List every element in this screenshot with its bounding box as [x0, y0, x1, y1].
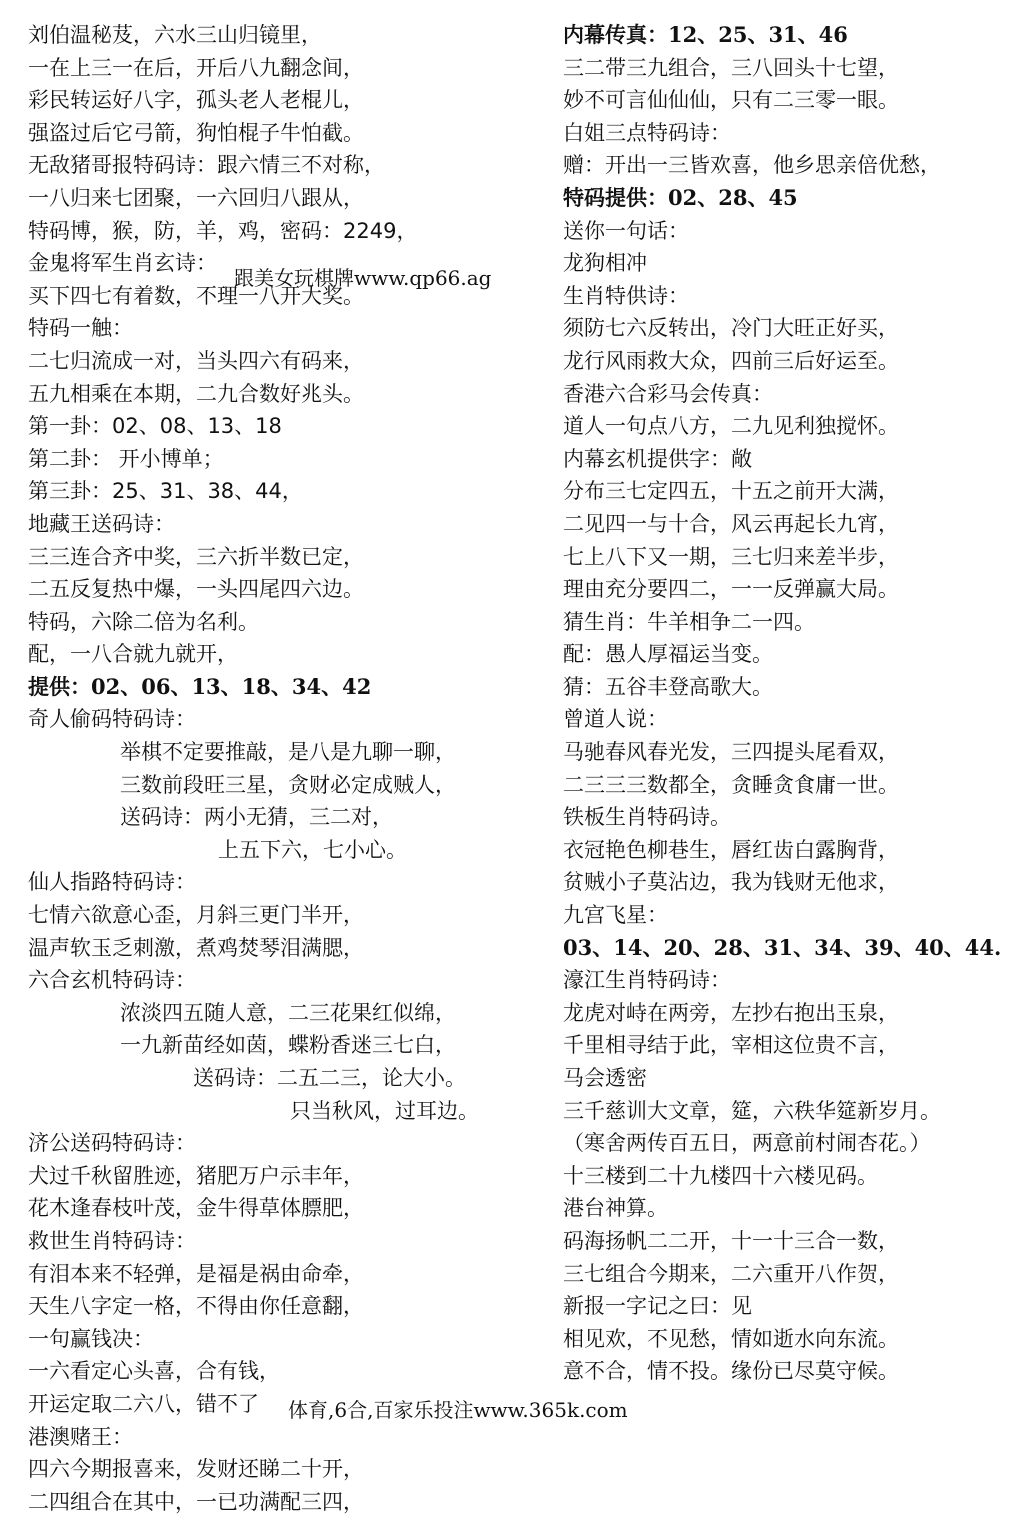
watermark-ad-bottom: 体育,6合,百家乐投注www.365k.com [286, 1394, 630, 1423]
text-line: 五九相乘在本期，二九合数好兆头。 [28, 381, 364, 406]
text-line: 二七归流成一对，当头四六有码来， [28, 348, 364, 373]
text-line: 03、14、20、28、31、34、39、40、44. [563, 934, 1002, 960]
text-line: 送码诗：两小无猜，三二对， [120, 805, 393, 830]
text-line: 配：愚人厚福运当变。 [563, 642, 773, 667]
text-line: 三千慈训大文章，筵，六秩华筵新岁月。 [563, 1098, 941, 1123]
text-line: 特码提供：02、28、45 [563, 184, 798, 210]
text-line: 第三卦：25、31、38、44， [28, 479, 303, 504]
text-line: 强盗过后它弓箭，狗怕棍子牛怕截。 [28, 120, 364, 145]
text-line: 三三连合齐中奖，三六折半数已定， [28, 544, 364, 569]
text-line: 港澳赌王： [28, 1424, 133, 1449]
text-line: 千里相寻结于此，宰相这位贵不言， [563, 1033, 899, 1058]
text-line: 九宫飞星： [563, 903, 668, 928]
text-line: 赠：开出一三皆欢喜，他乡思亲倍优愁， [563, 153, 941, 178]
text-line: （寒舍两传百五日，两意前村闹杏花。） [563, 1131, 931, 1156]
text-line: 济公送码特码诗： [28, 1131, 196, 1156]
text-line: 理由充分要四二，一一反弹赢大局。 [563, 577, 899, 602]
text-line: 仙人指路特码诗： [28, 870, 196, 895]
text-line: 铁板生肖特码诗。 [563, 805, 731, 830]
text-line: 猜：五谷丰登高歌大。 [563, 674, 773, 699]
text-line: 内幕玄机提供字：敞 [563, 446, 752, 471]
text-line: 四六今期报喜来，发财还睇二十开， [28, 1457, 364, 1482]
text-line: 贫贼小子莫沾边，我为钱财无他求， [563, 870, 899, 895]
text-line: 白姐三点特码诗： [563, 120, 731, 145]
text-line: 须防七六反转出，冷门大旺正好买， [563, 316, 899, 341]
text-line: 特码，六除二倍为名利。 [28, 609, 259, 634]
text-line: 生肖特供诗： [563, 283, 689, 308]
text-line: 马会透密 [563, 1066, 647, 1090]
text-line: 二三三三数都全，贪睡贪食庸一世。 [563, 772, 899, 797]
text-line: 浓淡四五随人意，二三花果红似绵， [120, 1000, 456, 1025]
text-line: 龙行风雨救大众，四前三后好运至。 [563, 348, 899, 373]
text-line: 买下四七有着数，不理一八开大奖。 [28, 283, 364, 308]
text-line: 龙虎对峙在两旁，左抄右抱出玉泉， [563, 1000, 899, 1025]
text-line: 一八归来七团聚，一六回归八跟从， [28, 185, 364, 210]
text-line: 送码诗：二五二三，论大小。 [193, 1066, 466, 1090]
text-line: 只当秋风，过耳边。 [290, 1098, 479, 1123]
text-line: 道人一句点八方，二九见利独搅怀。 [563, 414, 899, 439]
text-line: 花木逢春枝叶茂，金牛得草体膘肥， [28, 1196, 364, 1221]
text-line: 二见四一与十合，风云再起长九宵， [563, 511, 899, 536]
text-line: 二四组合在其中，一已功满配三四， [28, 1489, 364, 1514]
text-line: 七上八下又一期，三七归来差半步， [563, 544, 899, 569]
text-line: 马驰春风春光发，三四提头尾看双， [563, 740, 899, 765]
text-line: 一在上三一在后，开后八九翻念间， [28, 55, 364, 80]
text-line: 曾道人说： [563, 707, 668, 732]
text-line: 分布三七定四五，十五之前开大满， [563, 479, 899, 504]
text-line: 第一卦：02、08、13、18 [28, 414, 282, 439]
text-line: 温声软玉乏刺激，煮鸡焚琴泪满腮， [28, 935, 364, 960]
text-line: 地藏王送码诗： [28, 511, 175, 536]
text-line: 龙狗相冲 [563, 251, 647, 276]
text-line: 配，一八合就九就开， [28, 642, 238, 667]
text-line: 举棋不定要推敲，是八是九聊一聊， [120, 740, 456, 765]
text-line: 彩民转运好八字，孤头老人老棍儿， [28, 88, 364, 113]
text-line: 特码一触： [28, 316, 133, 341]
text-line: 上五下六，七小心。 [218, 837, 407, 862]
text-line: 十三楼到二十九楼四十六楼见码。 [563, 1163, 878, 1188]
text-line: 刘伯温秘芨，六水三山归镜里， [28, 23, 322, 47]
text-line: 七情六欲意心歪，月斜三更门半开， [28, 903, 364, 928]
text-line: 六合玄机特码诗： [28, 968, 196, 993]
text-line: 救世生肖特码诗： [28, 1228, 196, 1253]
text-line: 金鬼将军生肖玄诗： [28, 251, 217, 276]
text-line: 妙不可言仙仙仙，只有二三零一眼。 [563, 88, 899, 113]
right-column [563, 19, 1023, 1388]
text-line: 提供：02、06、13、18、34、42 [28, 673, 372, 699]
text-line: 有泪本来不轻弹，是福是祸由命牵， [28, 1261, 364, 1286]
left-column [28, 19, 548, 1518]
text-line: 内幕传真：12、25、31、46 [563, 22, 848, 47]
text-line: 猜生肖：牛羊相争二一四。 [563, 609, 815, 634]
text-line: 意不合，情不投。缘份已尽莫守候。 [563, 1359, 899, 1384]
text-line: 特码博，猴，防，羊，鸡，密码：2249， [28, 218, 418, 243]
text-line: 犬过千秋留胜迹，猪肥万户示丰年， [28, 1163, 364, 1188]
text-line: 衣冠艳色柳巷生，唇红齿白露胸背， [563, 837, 899, 862]
text-line: 濠江生肖特码诗： [563, 968, 731, 993]
text-line: 一九新苗经如茵，蝶粉香迷三七白， [120, 1033, 456, 1058]
text-line: 相见欢，不见愁，情如逝水向东流。 [563, 1326, 899, 1351]
text-line: 无敌猪哥报特码诗：跟六情三不对称， [28, 153, 385, 178]
text-line: 天生八字定一格，不得由你任意翻， [28, 1294, 364, 1319]
text-line: 新报一字记之曰：见 [563, 1294, 752, 1319]
watermark-ad-top: 跟美女玩棋牌www.qp66.ag [234, 266, 492, 290]
text-line: 奇人偷码特码诗： [28, 707, 196, 732]
text-line: 一句赢钱决： [28, 1326, 154, 1351]
text-line: 开运定取二六八，错不了 [28, 1391, 259, 1416]
text-line: 香港六合彩马会传真： [563, 381, 773, 406]
text-line: 第二卦： 开小博单； [28, 446, 224, 471]
text-line: 港台神算。 [563, 1196, 668, 1221]
text-line: 送你一句话： [563, 218, 689, 243]
text-line: 一六看定心头喜，合有钱， [28, 1359, 280, 1384]
text-line: 二五反复热中爆，一头四尾四六边。 [28, 577, 364, 602]
text-line: 三二带三九组合，三八回头十七望， [563, 55, 899, 80]
text-line: 三数前段旺三星，贪财必定成贼人， [120, 772, 456, 797]
text-line: 三七组合今期来，二六重开八作贺， [563, 1261, 899, 1286]
text-line: 码海扬帆二二开，十一十三合一数， [563, 1228, 899, 1253]
